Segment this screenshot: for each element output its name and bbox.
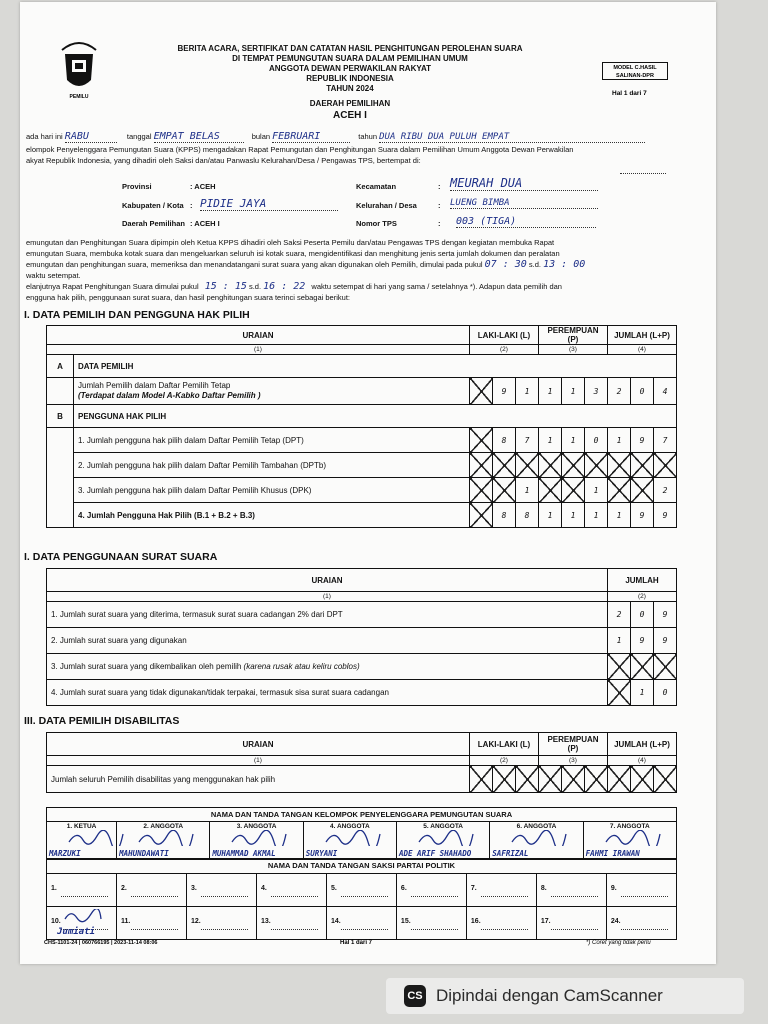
logo-caption: PEMILU (69, 94, 89, 100)
kpps-signature-table (46, 807, 677, 860)
provinsi-value: : ACEH (190, 182, 216, 191)
document-header (150, 44, 550, 121)
s2-col-jumlah: JUMLAH (608, 569, 677, 592)
camscanner-watermark (386, 978, 744, 1014)
saksi-number: 1. (51, 885, 57, 892)
saksi-number: 15. (400, 918, 411, 925)
row-label-b: B (47, 405, 74, 428)
kpps-signature-cell (303, 822, 396, 860)
section3-table: URAIAN LAKI-LAKI (L) PEREMPUAN (P) JUMLAH (L+P) (1) (2) (3) (4) Jumlah seluruh Pemilih disabilitas yang menggunakan hak pilih (46, 732, 677, 793)
saksi-signature-cell (606, 907, 676, 940)
document-sheet: PEMILU BERITA ACARA, SERTIFIKAT DAN CATATAN HASIL PENGHITUNGAN PEROLEHAN SUARA DI TEMPAT PEMUNGUTAN SUARA DALAM PEMILIHAN UMUM ANGGOTA DEWAN PERWAKILAN RAKYAT REPUBLIK INDONESIA TAHUN 2024 DAERAH PEMILIHAN ACEH I MODEL C.HASIL SALINAN-DPR Hal 1 dari 7 ada hari ini RABU tanggal EMPAT BELAS bulan FEBRUARI tahun DUA RIBU DUA PULUH EMPAT elompok Penyelenggara Pemungutan Suara (KPPS) mengadakan Rapat Pemungutan dan Penghitungan Suara dalam Pemilihan Umum Anggota Dewan Perwakilan akyat Republik Indonesia, yang dihadiri oleh Saksi dan/atau Panwaslu Kelurahan/Desa / Pengawas TPS, bertempat di: Provinsi : ACEH Kabupaten / Kota : PIDIE JAYA Daerah Pemilihan : ACEH I Kecamatan : MEURAH DUA Kelurahan / Desa : LUENG BIMBA Nomor TPS : 003 (TIGA) emungutan dan Penghitungan Suara dipimpin oleh Ketua KPPS dihadiri oleh Saksi Peserta Pemilu dan/atau Pengawas TPS dengan kegiatan membuka Rapat emungutan Suara, membuka kotak suara dan mengeluarkan seluruh isi kotak suara, mengidentifikasi dan menghitung jenis serta jumlah dokumen dan peralatan emungutan dan penghitungan suara, memeriksa dan menandatangani surat suara yang akan digunakan oleh Pemilih, dimulai pada pukul 07 : 30 s.d. 13 : 00 waktu setempat. elanjutnya Rapat Penghitungan Suara dimulai pukul 15 : 15 s.d. 16 : 22 waktu setempat di hari yang sama / setelahnya *). Adapun data pemilih dan engguna hak pilih, penggunaan surat suara, dan hasil penghitungan suara terinci sebagai berikut: I. DATA PEMILIH DAN PENGGUNA HAK PILIH URAIAN LAKI-LAKI (L) PEREMPUAN (P) JUMLAH (L+P) (1) (2) (3) (4) A DATA PEMILIH Jumlah Pemilih dalam Daftar Pemilih Tetap (Terdapat dalam Model A-Kabko Daftar Pemilih ) 9 1 1 1 3 2 0 4 B PENGGUNA HAK PILIH 1. Jumlah pengguna hak pilih dalam Daftar Pemilih Tetap (DPT) 8 7 1 1 0 1 9 7 2. Jumlah pengguna hak pilih dalam Daftar Pemilih Tambahan (DPTb) 3. Jumlah pengguna hak pilih dalam Daftar Pemilih Khusus (DPK) 1 1 2 4. Jumlah Pengguna Hak Pilih (B.1 + B.2 + B.3) 8 8 1 1 1 1 9 9 I. DATA PENGGUNAAN SURAT SUARA URAIAN JUMLAH (1) (2) 1. Jumlah surat suara yang diterima, termasuk surat suara cadangan 2% dari DPT 2 0 9 2. Jumlah surat suara yang digunakan 1 9 9 3. Jumlah surat suara yang dikembalikan oleh pemilih (karena rusak atau keliru coblos) 4. Jumlah surat suara yang tidak digunakan/tidak terpakai, termasuk sisa surat suara cadangan 1 0 III. DATA PEMILIH DISABILITAS URAIAN LAKI-LAKI (L) PEREMPUAN (P) JUMLAH (L+P) (1) (2) (3) (4) Jumlah seluruh Pemilih disabilitas yang menggunakan hak pilih NAMA DAN TANDA TANGAN KELOMPOK PENYELENGGARA PEMUNGUTAN SUARA 1. KETUA MARZUKI 2. ANGGOTA MAHUNDAWATI 3. ANGGOTA MUHAMMAD AKMAL 4. ANGGOTA SURYANI 5. ANGGOTA ADE ARIF SHAHADO 6. ANGGOTA SAFRIZAL 7. ANGGOTA FAHMI IRAWAN NAMA DAN TANDA TANGAN SAKSI PARTAI POLITIK 1. 2. 3. 4. 5. 6. 7. 8. 9. 10. Jumiati 11. 12. 13. 14. 15. 16. 17. 24. CHS-1101-24 | 060766195 | 2023-11-14 08:06 Hal 1 dari 7 *) Coret yang tidak perlu (20, 2, 716, 964)
table-row: 2. Jumlah pengguna hak pilih dalam Daftar Pemilih Tambahan (DPTb) (47, 453, 677, 478)
saksi-title: NAMA DAN TANDA TANGAN SAKSI PARTAI POLITIK (47, 859, 677, 874)
signature-scribble-icon (602, 830, 662, 846)
saksi10-name: Jumiati (57, 927, 95, 937)
kpps-signature-cell (490, 822, 583, 860)
start-time: 07 : 30 (484, 259, 527, 270)
table-row: Jumlah Pemilih dalam Daftar Pemilih Tetap (Terdapat dalam Model A-Kabko Daftar Pemilih ) 9 1 1 1 3 2 0 4 (47, 378, 677, 405)
kpps-name: MARZUKI (49, 849, 81, 858)
saksi-signature-cell (466, 874, 536, 907)
table-row: 1. Jumlah pengguna hak pilih dalam Daftar Pemilih Tetap (DPT) 8 7 1 1 0 1 9 7 (47, 428, 677, 453)
count-end: 16 : 22 (263, 281, 306, 292)
kpps-role: 1. KETUA (66, 823, 97, 830)
header-line3: ANGGOTA DEWAN PERWAKILAN RAKYAT (268, 64, 432, 73)
saksi-signature-cell (256, 907, 326, 940)
kpps-role: 3. ANGGOTA (236, 823, 277, 830)
count-start: 15 : 15 (204, 281, 247, 292)
kpps-signature-cell (117, 822, 210, 860)
kpps-name: SURYANI (305, 849, 338, 858)
table-row: 4. Jumlah surat suara yang tidak digunakan/tidak terpakai, termasuk sisa surat suara cadangan 1 0 (47, 680, 677, 706)
header-line1: BERITA ACARA, SERTIFIKAT DAN CATATAN HASIL PENGHITUNGAN PEROLEHAN SUARA (177, 44, 523, 53)
section3-title: III. DATA PEMILIH DISABILITAS (24, 715, 180, 727)
intro-line1: ada hari ini RABU tanggal EMPAT BELAS bulan FEBRUARI tahun DUA RIBU DUA PULUH EMPAT (26, 132, 706, 143)
s1-col-perempuan: PEREMPUAN (P) (539, 326, 608, 345)
s1-col-jumlah: JUMLAH (L+P) (608, 326, 677, 345)
kpps-role: 6. ANGGOTA (516, 823, 557, 830)
signature-scribble-icon (415, 830, 475, 846)
s3-col-uraian: URAIAN (47, 733, 470, 756)
header-line6: DAERAH PEMILIHAN (309, 99, 391, 108)
table-row: 4. Jumlah Pengguna Hak Pilih (B.1 + B.2 + B.3) 8 8 1 1 1 1 9 9 (47, 503, 677, 528)
kabupaten-value: PIDIE JAYA (200, 197, 338, 211)
saksi-signature-cell (466, 907, 536, 940)
saksi-signature-cell (536, 907, 606, 940)
saksi-number: 3. (190, 885, 197, 892)
kpps-name: SAFRIZAL (492, 849, 529, 858)
footer-code: CHS-1101-24 | 060766195 | 2023-11-14 08:06 (44, 940, 158, 946)
tps-label: Nomor TPS (356, 219, 397, 228)
body-p5: elanjutnya Rapat Penghitungan Suara dimulai pukul 15 : 15 s.d. 16 : 22 waktu setempat di hari yang sama / setelahnya *). Adapun data pemilih dan (26, 281, 562, 292)
kpps-signature-cell (47, 822, 117, 860)
kpps-name: MUHAMMAD AKMAL (212, 849, 276, 858)
daerah-label: Daerah Pemilihan (122, 219, 185, 228)
saksi-signature-cell (536, 874, 606, 907)
header-line5: TAHUN 2024 (326, 84, 374, 93)
provinsi-label: Provinsi (122, 182, 152, 191)
data-pemilih-heading: DATA PEMILIH (74, 355, 677, 378)
saksi-number: 13. (260, 918, 271, 925)
saksi-number: 6. (400, 885, 407, 892)
saksi-signature-cell (396, 907, 466, 940)
model-box: MODEL C.HASIL SALINAN-DPR (602, 62, 668, 80)
daerah-value: : ACEH I (190, 219, 220, 228)
body-p4: waktu setempat. (26, 271, 81, 280)
intro-line3: akyat Republik Indonesia, yang dihadiri oleh Saksi dan/atau Panwaslu Kelurahan/Desa / Pengawas TPS, bertempat di: (26, 156, 421, 165)
end-time: 13 : 00 (543, 259, 586, 270)
kpps-role: 4. ANGGOTA (329, 823, 370, 830)
saksi-number: 7. (470, 885, 477, 892)
kpps-role: 7. ANGGOTA (609, 823, 650, 830)
saksi-number: 24. (610, 918, 621, 925)
body-p6: engguna hak pilih, penggunaan surat suara, dan hasil penghitungan suara terinci sebagai berikut: (26, 293, 350, 302)
s1-col-uraian: URAIAN (47, 326, 470, 345)
table-row: 1. Jumlah surat suara yang diterima, termasuk surat suara cadangan 2% dari DPT 2 0 9 (47, 602, 677, 628)
saksi-signature-cell (47, 874, 117, 907)
kelurahan-label: Kelurahan / Desa (356, 201, 417, 210)
kelurahan-value: LUENG BIMBA (450, 198, 598, 209)
table-row: 3. Jumlah surat suara yang dikembalikan oleh pemilih (karena rusak atau keliru coblos) (47, 654, 677, 680)
kecamatan-label: Kecamatan (356, 182, 397, 191)
saksi-signature-cell (606, 874, 676, 907)
table-row: 2. Jumlah surat suara yang digunakan 1 9 9 (47, 628, 677, 654)
saksi-signature-cell (186, 874, 256, 907)
table-row: 3. Jumlah pengguna hak pilih dalam Daftar Pemilih Khusus (DPK) 1 1 2 (47, 478, 677, 503)
kpps-name: FAHMI IRAWAN (585, 849, 640, 858)
saksi-signature-cell (47, 907, 117, 940)
date-value: EMPAT BELAS (154, 132, 244, 143)
watermark-text: Dipindai dengan CamScanner (436, 986, 663, 1005)
body-p2: emungutan Suara, membuka kotak suara dan mengeluarkan seluruh isi kotak suara, mengidentifikasi dan menghitung jenis serta jumlah dokumen dan peralatan (26, 249, 560, 258)
footer-page: Hal 1 dari 7 (340, 940, 373, 946)
signature-scribble-icon (135, 830, 195, 846)
body-p1: emungutan dan Penghitungan Suara dipimpin oleh Ketua KPPS dihadiri oleh Saksi Peserta Pemilu dan/atau Pengawas TPS dengan kegiatan membuka Rapat (26, 238, 555, 247)
signature-scribble-icon (228, 830, 288, 846)
year-value: DUA RIBU DUA PULUH EMPAT (379, 132, 645, 143)
footer-note: *) Coret yang tidak perlu (586, 940, 651, 946)
s2-col-uraian: URAIAN (47, 569, 608, 592)
kpps-name: ADE ARIF SHAHADO (399, 849, 472, 858)
header-line7: ACEH I (333, 110, 367, 121)
section1-title: I. DATA PEMILIH DAN PENGGUNA HAK PILIH (24, 309, 250, 321)
saksi-signature-cell (186, 907, 256, 940)
saksi-number: 17. (540, 918, 551, 925)
saksi-signature-cell (116, 874, 186, 907)
kpps-signature-cell (397, 822, 490, 860)
saksi-number: 11. (120, 918, 131, 925)
section1-table: URAIAN LAKI-LAKI (L) PEREMPUAN (P) JUMLAH (L+P) (1) (2) (3) (4) A DATA PEMILIH Jumlah Pemilih dalam Daftar Pemilih Tetap (Terdapat dalam Model A-Kabko Daftar Pemilih ) 9 1 1 1 3 2 0 4 B PENGGUNA HAK PILIH 1. Jumlah pengguna hak pilih dalam Daftar Pemilih Tetap (DPT) 8 7 1 1 0 1 9 7 2. Jumlah pengguna hak pilih dalam Daftar Pemilih Tambahan (DPTb) 3. Jumlah pengguna hak pilih dalam Daftar Pemilih Khusus (DPK) 1 1 2 4. Jumlah Pengguna Hak Pilih (B.1 + B.2 + B.3) 8 8 1 1 1 1 9 9 (46, 325, 677, 528)
saksi-signature-cell (256, 874, 326, 907)
kpps-role: 2. ANGGOTA (143, 823, 184, 830)
saksi-number: 8. (540, 885, 547, 892)
kpps-title: NAMA DAN TANDA TANGAN KELOMPOK PENYELENGGARA PEMUNGUTAN SUARA (47, 808, 677, 822)
table-row: Jumlah seluruh Pemilih disabilitas yang menggunakan hak pilih (47, 766, 677, 793)
saksi-signature-cell (326, 874, 396, 907)
camscanner-logo-icon: CS (404, 985, 426, 1007)
saksi-number: 14. (330, 918, 341, 925)
page-indicator: Hal 1 dari 7 (612, 90, 647, 97)
header-line4: REPUBLIK INDONESIA (306, 74, 394, 83)
signature-scribble-icon (63, 909, 103, 923)
saksi-number: 16. (470, 918, 481, 925)
body-p3: emungutan dan penghitungan suara, memeriksa dan menandatangani surat suara yang akan digunakan oleh Pemilih, dimulai pada pukul 07 : 30 s.d. 13 : 00 (26, 259, 586, 270)
kecamatan-value: MEURAH DUA (450, 176, 598, 191)
kabupaten-label: Kabupaten / Kota (122, 201, 184, 210)
month-value: FEBRUARI (272, 132, 350, 143)
saksi-signature-cell (116, 907, 186, 940)
dotted-filler (620, 173, 666, 174)
kpps-signature-cell (583, 822, 676, 860)
kpps-role: 5. ANGGOTA (423, 823, 464, 830)
pengguna-hak-pilih-heading: PENGGUNA HAK PILIH (74, 405, 677, 428)
saksi-number: 12. (190, 918, 201, 925)
header-line2: DI TEMPAT PEMUNGUTAN SUARA DALAM PEMILIHAN UMUM (232, 54, 468, 63)
tps-value: 003 (TIGA) (456, 216, 596, 228)
saksi-number: 5. (330, 885, 337, 892)
day-value: RABU (65, 132, 117, 143)
saksi-signature-cell (396, 874, 466, 907)
saksi-signature-table (46, 858, 677, 940)
signature-scribble-icon (508, 830, 568, 846)
saksi-number: 2. (120, 885, 127, 892)
saksi-number: 4. (260, 885, 267, 892)
signature-scribble-icon (322, 830, 382, 846)
intro-line2: elompok Penyelenggara Pemungutan Suara (KPPS) mengadakan Rapat Pemungutan dan Penghitungan Suara dalam Pemilihan Umum Anggota Dewan Perwakilan (26, 145, 574, 154)
section2-table: URAIAN JUMLAH (1) (2) 1. Jumlah surat suara yang diterima, termasuk surat suara cadangan 2% dari DPT 2 0 9 2. Jumlah surat suara yang digunakan 1 9 9 3. Jumlah surat suara yang dikembalikan oleh pemilih (karena rusak atau keliru coblos) 4. Jumlah surat suara yang tidak digunakan/tidak terpakai, termasuk sisa surat suara cadangan 1 0 (46, 568, 677, 706)
kpps-name: MAHUNDAWATI (119, 849, 169, 858)
kpps-signature-cell (210, 822, 303, 860)
s1-col-laki: LAKI-LAKI (L) (470, 326, 539, 345)
kpu-logo (56, 32, 102, 102)
saksi-number: 9. (610, 885, 617, 892)
saksi-number: 10. (51, 918, 61, 925)
saksi-signature-cell (326, 907, 396, 940)
section2-title: I. DATA PENGGUNAAN SURAT SUARA (24, 551, 218, 563)
row-label-a: A (47, 355, 74, 378)
